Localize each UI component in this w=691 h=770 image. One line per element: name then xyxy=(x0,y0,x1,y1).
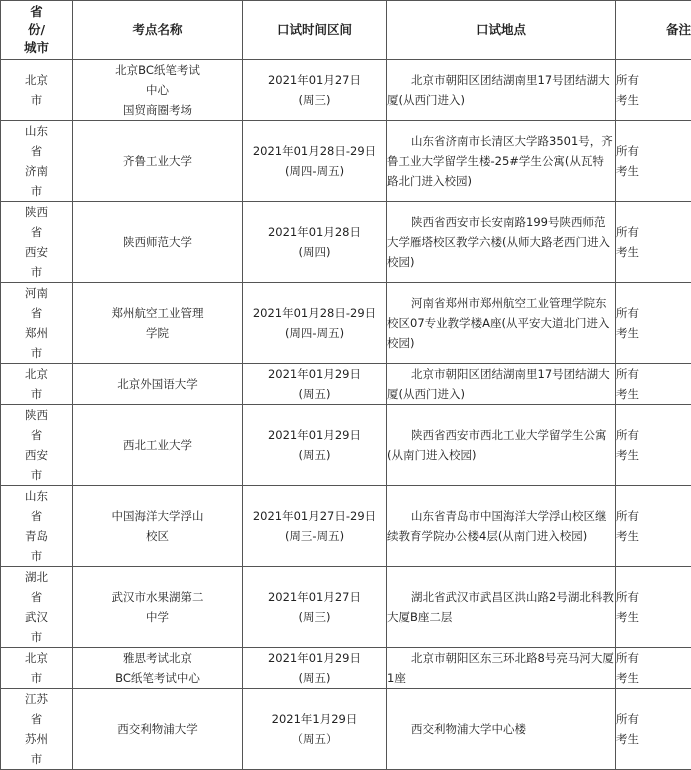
exam-site-cell: 武汉市水果湖第二 中学 xyxy=(73,567,243,648)
exam-site-cell: 中国海洋大学浮山 校区 xyxy=(73,486,243,567)
province-city-cell: 山东 省 青岛 市 xyxy=(1,486,73,567)
table-row xyxy=(1,486,691,567)
exam-site-cell: 陕西师范大学 xyxy=(73,202,243,283)
province-city-cell: 湖北 省 武汉 市 xyxy=(1,567,73,648)
province-city-cell: 陕西 省 西安 市 xyxy=(1,405,73,486)
table-header xyxy=(1,1,691,60)
table-row xyxy=(1,689,691,770)
exam-site-cell: 雅思考试北京 BC纸笔考试中心 xyxy=(73,648,243,689)
table-row xyxy=(1,364,691,405)
interview-place-cell: 西交利物浦大学中心楼 xyxy=(387,689,616,770)
table-body xyxy=(1,60,691,770)
interview-place-cell: 陕西省西安市西北工业大学留学生公寓(从南门进入校园) xyxy=(387,405,616,486)
table-row xyxy=(1,648,691,689)
interview-time-cell: 2021年01月27日-29日 (周三-周五) xyxy=(243,486,387,567)
note-cell: 所有 考生 xyxy=(616,60,691,121)
exam-site-cell: 北京BC纸笔考试 中心 国贸商圈考场 xyxy=(73,60,243,121)
table-row xyxy=(1,202,691,283)
table-row xyxy=(1,60,691,121)
province-city-cell: 陕西 省 西安 市 xyxy=(1,202,73,283)
province-city-cell: 北京 市 xyxy=(1,364,73,405)
note-cell: 所有 考生 xyxy=(616,567,691,648)
interview-place-cell: 山东省青岛市中国海洋大学浮山校区继续教育学院办公楼4层(从南门进入校园) xyxy=(387,486,616,567)
exam-site-cell: 北京外国语大学 xyxy=(73,364,243,405)
province-city-cell: 北京 市 xyxy=(1,60,73,121)
note-cell: 所有 考生 xyxy=(616,486,691,567)
interview-time-cell: 2021年1月29日 （周五） xyxy=(243,689,387,770)
note-cell: 所有 考生 xyxy=(616,121,691,202)
header-interview-time: 口试时间区间 xyxy=(243,1,387,60)
exam-site-cell: 齐鲁工业大学 xyxy=(73,121,243,202)
table-row xyxy=(1,283,691,364)
header-exam-site: 考点名称 xyxy=(73,1,243,60)
note-cell: 所有 考生 xyxy=(616,364,691,405)
interview-place-cell: 湖北省武汉市武昌区洪山路2号湖北科教大厦B座二层 xyxy=(387,567,616,648)
interview-place-cell: 陕西省西安市长安南路199号陕西师范大学雁塔校区教学六楼(从师大路老西门进入校园) xyxy=(387,202,616,283)
exam-site-cell: 郑州航空工业管理 学院 xyxy=(73,283,243,364)
interview-time-cell: 2021年01月29日 (周五) xyxy=(243,648,387,689)
interview-place-cell: 山东省济南市长清区大学路3501号，齐鲁工业大学留学生楼-25#学生公寓(从瓦特路北门进入校园) xyxy=(387,121,616,202)
note-cell: 所有 考生 xyxy=(616,283,691,364)
interview-place-cell: 北京市朝阳区团结湖南里17号团结湖大厦(从西门进入) xyxy=(387,60,616,121)
interview-place-cell: 北京市朝阳区团结湖南里17号团结湖大厦(从西门进入) xyxy=(387,364,616,405)
table-row xyxy=(1,121,691,202)
table-row xyxy=(1,567,691,648)
note-cell: 所有 考生 xyxy=(616,648,691,689)
interview-time-cell: 2021年01月27日 (周三) xyxy=(243,60,387,121)
header-province-city: 省 份/ 城市 xyxy=(1,1,73,60)
interview-time-cell: 2021年01月28日-29日 (周四-周五) xyxy=(243,283,387,364)
header-note: 备注 xyxy=(616,1,691,60)
exam-site-cell: 西交利物浦大学 xyxy=(73,689,243,770)
province-city-cell: 江苏 省 苏州 市 xyxy=(1,689,73,770)
interview-place-cell: 河南省郑州市郑州航空工业管理学院东校区07专业教学楼A座(从平安大道北门进入校园) xyxy=(387,283,616,364)
interview-place-cell: 北京市朝阳区东三环北路8号亮马河大厦1座 xyxy=(387,648,616,689)
note-cell: 所有 考生 xyxy=(616,405,691,486)
interview-time-cell: 2021年01月27日 (周三) xyxy=(243,567,387,648)
header-row xyxy=(1,1,691,60)
province-city-cell: 北京 市 xyxy=(1,648,73,689)
exam-site-cell: 西北工业大学 xyxy=(73,405,243,486)
note-cell: 所有 考生 xyxy=(616,689,691,770)
province-city-cell: 河南 省 郑州 市 xyxy=(1,283,73,364)
note-cell: 所有 考生 xyxy=(616,202,691,283)
header-interview-place: 口试地点 xyxy=(387,1,616,60)
table-row xyxy=(1,405,691,486)
interview-time-cell: 2021年01月29日 (周五) xyxy=(243,405,387,486)
interview-time-cell: 2021年01月28日 (周四) xyxy=(243,202,387,283)
interview-time-cell: 2021年01月29日 (周五) xyxy=(243,364,387,405)
province-city-cell: 山东 省 济南 市 xyxy=(1,121,73,202)
interview-time-cell: 2021年01月28日-29日 (周四-周五) xyxy=(243,121,387,202)
